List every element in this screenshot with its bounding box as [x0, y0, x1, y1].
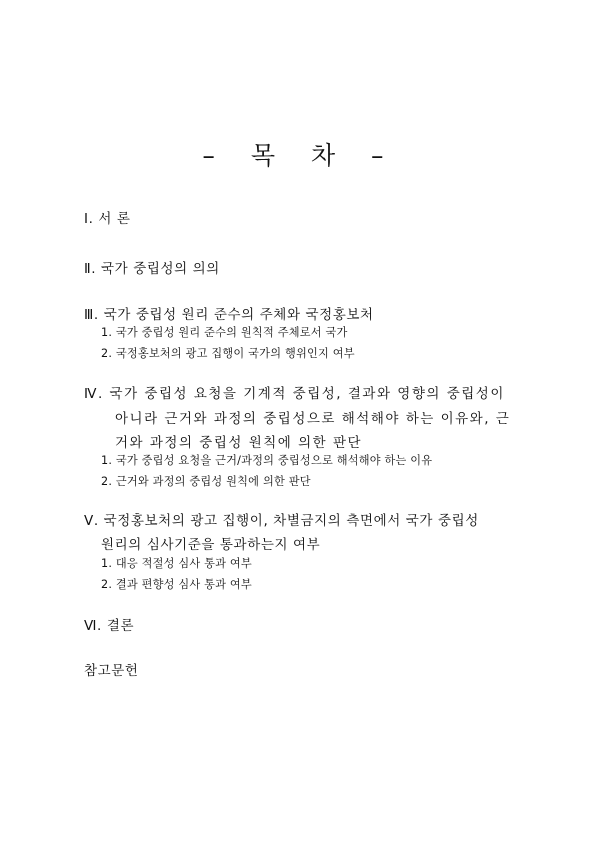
- toc-section-4-sub-1: 1. 국가 중립성 요청을 근거/과정의 중립성으로 해석해야 하는 이유: [101, 454, 433, 467]
- toc-section-4-sub-2: 2. 근거와 과정의 중립성 원칙에 의한 판단: [101, 475, 311, 488]
- toc-section-2: Ⅱ. 국가 중립성의 의의: [84, 261, 220, 277]
- toc-section-3: Ⅲ. 국가 중립성 원리 준수의 주체와 국정홍보처: [84, 307, 374, 323]
- toc-section-3-sub-1: 1. 국가 중립성 원리 준수의 원칙적 주체로서 국가: [101, 326, 348, 339]
- toc-section-4-line-3: 거와 과정의 중립성 원칙에 의한 판단: [115, 435, 363, 451]
- toc-section-5-line-1: Ⅴ. 국정홍보처의 광고 집행이, 차별금지의 측면에서 국가 중립성: [84, 513, 479, 529]
- toc-section-6: Ⅵ. 결론: [84, 618, 135, 634]
- toc-section-1: Ⅰ. 서 론: [84, 211, 131, 227]
- toc-section-3-sub-2: 2. 국정홍보처의 광고 집행이 국가의 행위인지 여부: [101, 347, 355, 360]
- toc-section-4-line-1: Ⅳ. 국가 중립성 요청을 기계적 중립성, 결과와 영향의 중립성이: [84, 386, 505, 402]
- page-title: – 목 차 –: [202, 141, 398, 170]
- toc-section-4-line-2: 아니라 근거와 과정의 중립성으로 해석해야 하는 이유와, 근: [115, 411, 511, 427]
- toc-section-5-sub-1: 1. 대응 적절성 심사 통과 여부: [101, 557, 252, 570]
- toc-section-5-line-2: 원리의 심사기준을 통과하는지 여부: [101, 537, 321, 553]
- toc-section-5-sub-2: 2. 결과 편향성 심사 통과 여부: [101, 578, 252, 591]
- toc-references: 참고문헌: [84, 663, 139, 679]
